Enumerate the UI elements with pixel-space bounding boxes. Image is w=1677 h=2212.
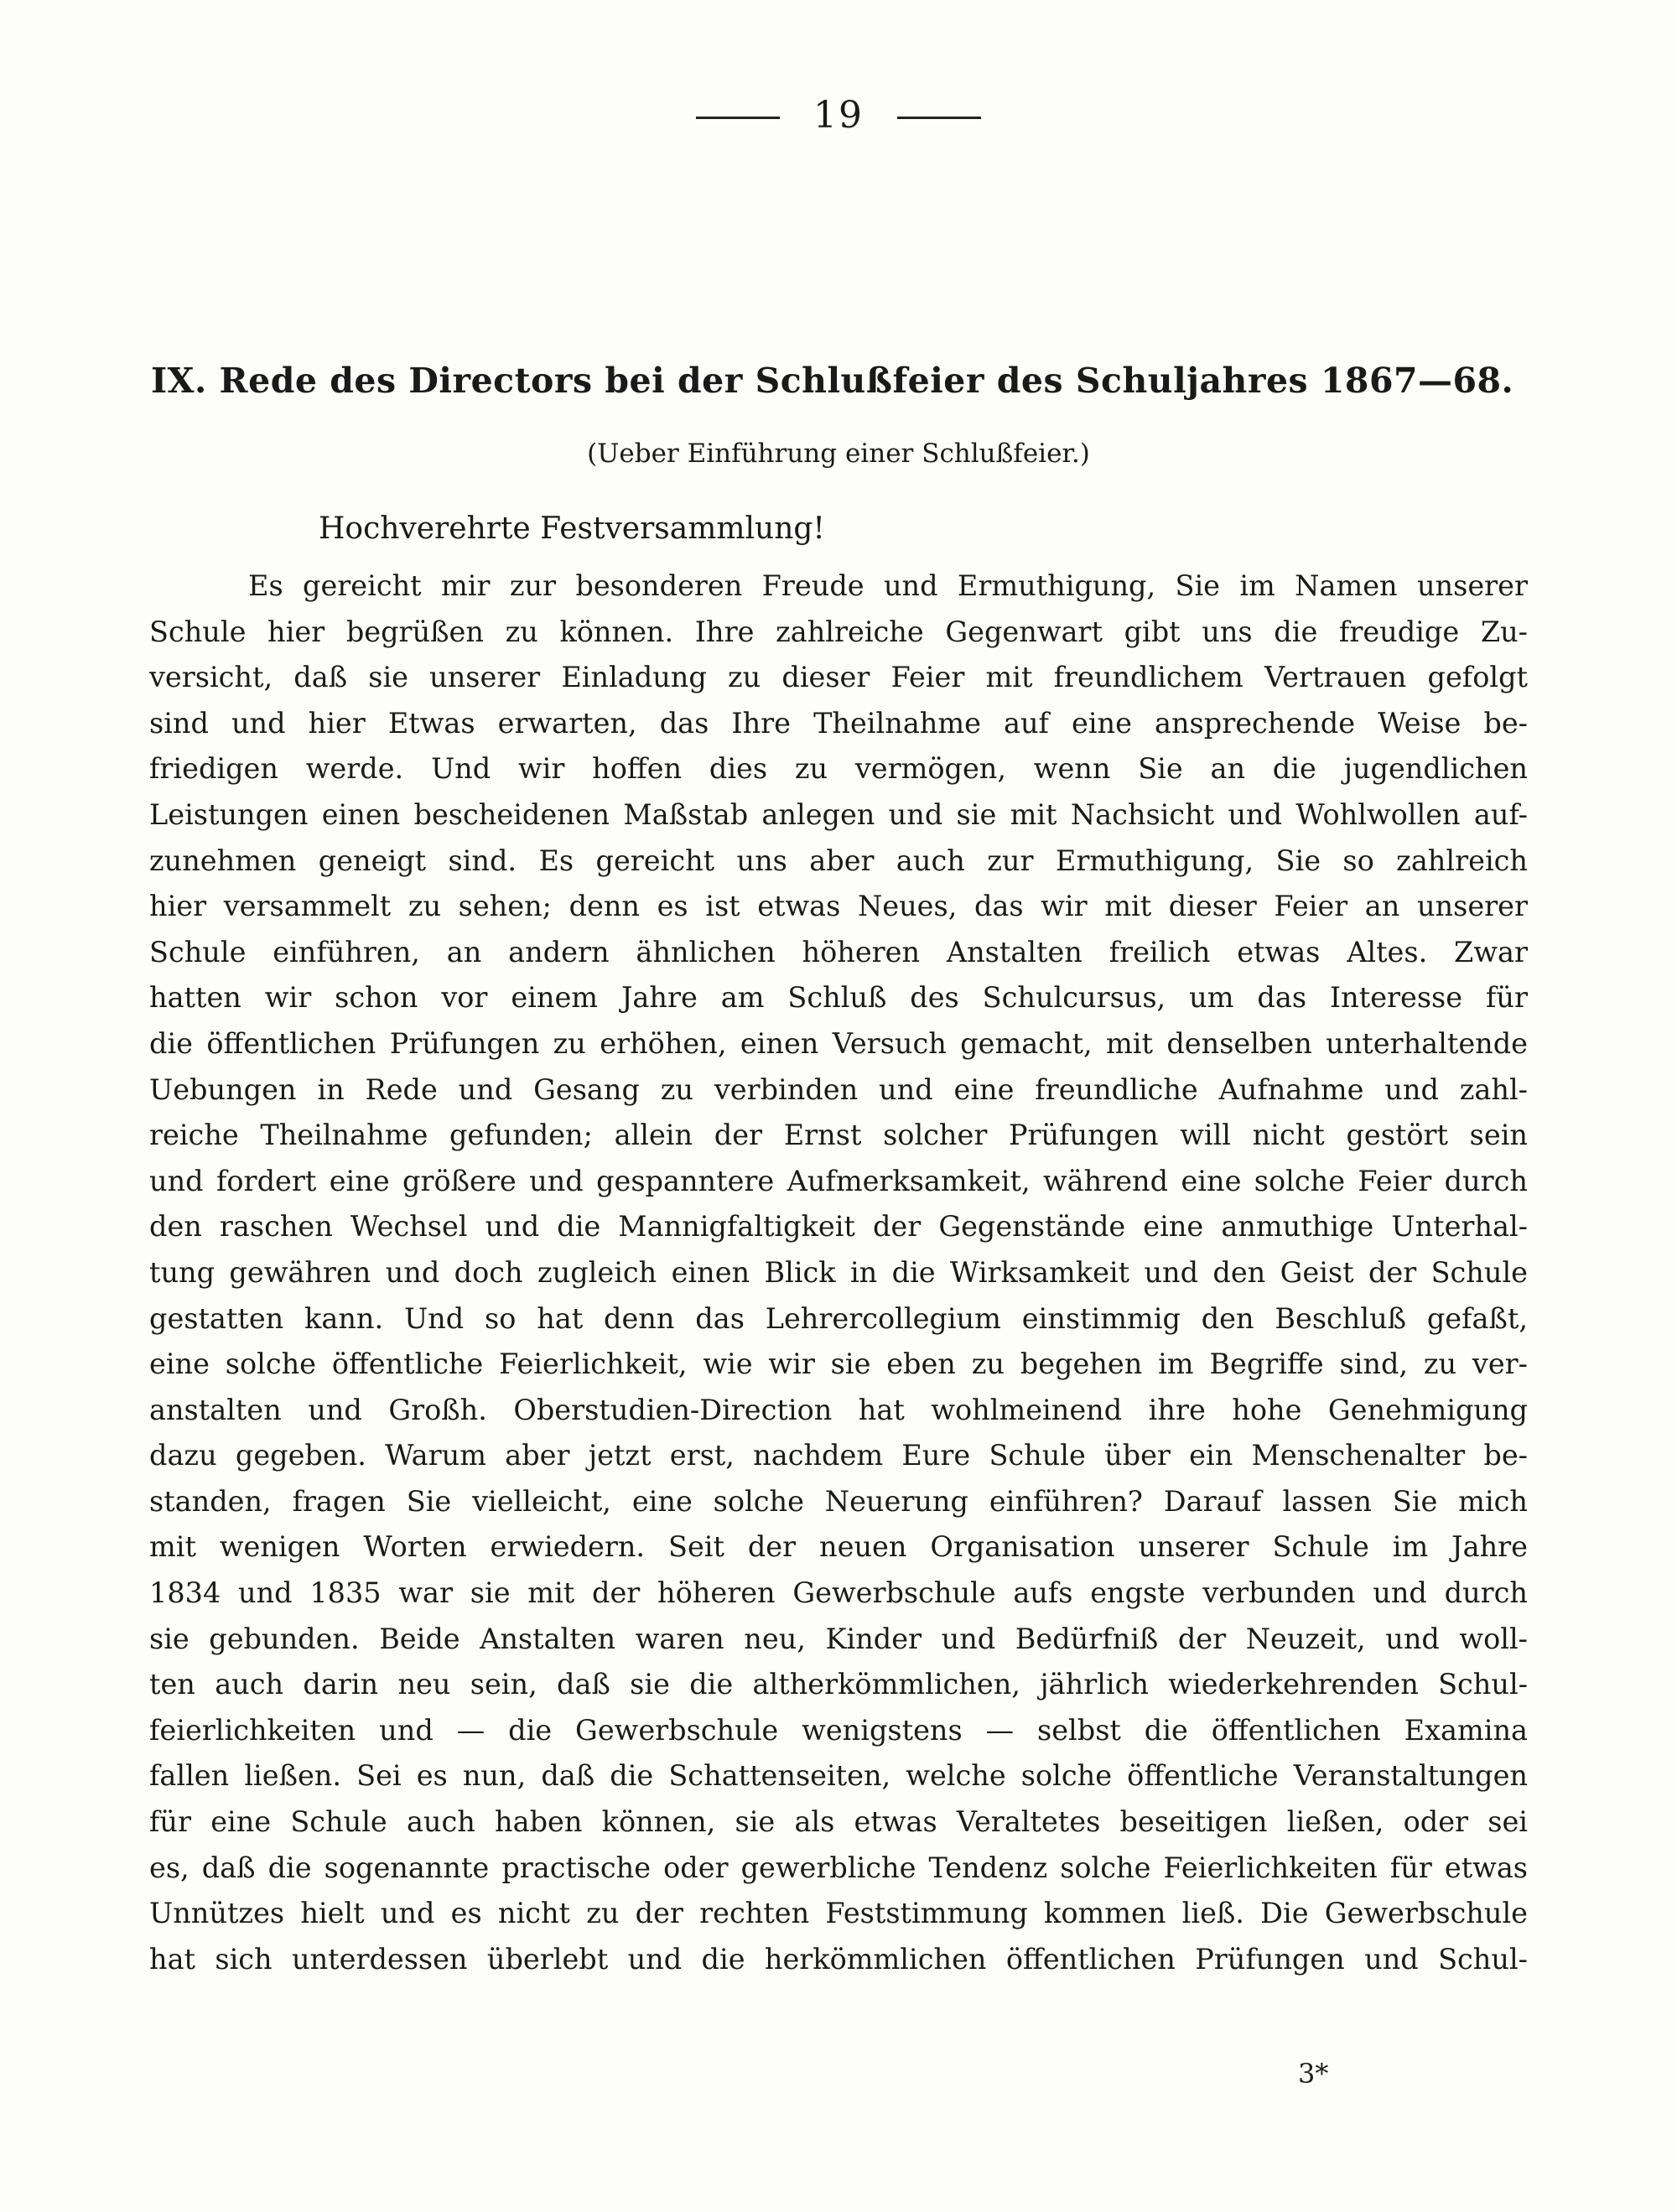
body-line: Uebungen in Rede und Gesang zu verbinden und eine freundliche Aufnahme und zahl- [149,1072,1528,1106]
body-line: und fordert eine größere und gespanntere Aufmerksamkeit, während eine solche Feier durch [149,1164,1528,1197]
body-line: hatten wir schon vor einem Jahre am Schluß des Schulcursus, um das Interesse für [149,981,1528,1015]
body-line: standen, fragen Sie vielleicht, eine solche Neuerung einführen? Darauf lassen Sie mich [149,1484,1528,1518]
body-line: tung gewähren und doch zugleich einen Blick in die Wirksamkeit und den Geist der Schule [149,1255,1528,1289]
body-line: Leistungen einen bescheidenen Maßstab anlegen und sie mit Nachsicht und Wohlwollen auf- [149,797,1528,831]
running-head [0,94,1677,137]
body-line: fallen ließen. Sei es nun, daß die Schattenseiten, welche solche öffentliche Veranstaltungen [149,1759,1528,1793]
page-number: 19 [813,94,864,137]
body-line: Es gereicht mir zur besonderen Freude und Ermuthigung, Sie im Namen unserer [248,569,1528,602]
body-line: eine solche öffentliche Feierlichkeit, wie wir sie eben zu begehen im Begriffe sind, zu ver- [149,1347,1528,1381]
section-subheading: (Ueber Einführung einer Schlußfeier.) [587,439,1090,469]
section-heading: IX. Rede des Directors bei der Schlußfeier des Schuljahres 1867—68. [151,361,1514,401]
left-rule [696,117,780,119]
body-line: sind und hier Etwas erwarten, das Ihre Theilnahme auf eine ansprechende Weise be- [149,706,1528,740]
body-line: zunehmen geneigt sind. Es gereicht uns aber auch zur Ermuthigung, Sie so zahlreich [149,844,1528,877]
right-rule [897,117,981,119]
body-line: Unnützes hielt und es nicht zu der rechten Feststimmung kommen ließ. Die Gewerbschule [149,1897,1528,1930]
body-line: sie gebunden. Beide Anstalten waren neu, Kinder und Bedürfniß der Neuzeit, und woll- [149,1622,1528,1655]
body-text [149,563,1528,1982]
body-line: Schule einführen, an andern ähnlichen höheren Anstalten freilich etwas Altes. Zwar [149,935,1528,968]
body-line: es, daß die sogenannte practische oder gewerbliche Tendenz solche Feierlichkeiten für etwas [149,1851,1528,1884]
salutation: Hochverehrte Festversammlung! [319,511,825,546]
body-line: 1834 und 1835 war sie mit der höheren Gewerbschule aufs engste verbunden und durch [149,1576,1528,1610]
body-line: ten auch darin neu sein, daß sie die altherkömmlichen, jährlich wiederkehrenden Schul- [149,1668,1528,1701]
signature-mark: 3* [1298,2058,1329,2090]
body-line: hat sich unterdessen überlebt und die herkömmlichen öffentlichen Prüfungen und Schul- [149,1942,1528,1976]
body-line: dazu gegeben. Warum aber jetzt erst, nachdem Eure Schule über ein Menschenalter be- [149,1439,1528,1472]
body-line: hier versammelt zu sehen; denn es ist etwas Neues, das wir mit dieser Feier an unserer [149,890,1528,923]
body-line: versicht, daß sie unserer Einladung zu dieser Feier mit freundlichem Vertrauen gefolgt [149,661,1528,694]
body-line: gestatten kann. Und so hat denn das Lehrercollegium einstimmig den Beschluß gefaßt, [149,1301,1528,1335]
body-line: Schule hier begrüßen zu können. Ihre zahlreiche Gegenwart gibt uns die freudige Zu- [149,615,1528,648]
body-line: friedigen werde. Und wir hoffen dies zu vermögen, wenn Sie an die jugendlichen [149,752,1528,786]
body-line: die öffentlichen Prüfungen zu erhöhen, einen Versuch gemacht, mit denselben unterhaltende [149,1026,1528,1060]
body-line: den raschen Wechsel und die Mannigfaltigkeit der Gegenstände eine anmuthige Unterhal- [149,1210,1528,1244]
body-line: reiche Theilnahme gefunden; allein der Ernst solcher Prüfungen will nicht gestört sein [149,1119,1528,1152]
body-line: anstalten und Großh. Oberstudien-Direction hat wohlmeinend ihre hohe Genehmigung [149,1393,1528,1426]
body-line: für eine Schule auch haben können, sie als etwas Veraltetes beseitigen ließen, oder sei [149,1805,1528,1839]
body-line: feierlichkeiten und — die Gewerbschule wenigstens — selbst die öffentlichen Examina [149,1713,1528,1747]
body-line: mit wenigen Worten erwiedern. Seit der neuen Organisation unserer Schule im Jahre [149,1530,1528,1564]
